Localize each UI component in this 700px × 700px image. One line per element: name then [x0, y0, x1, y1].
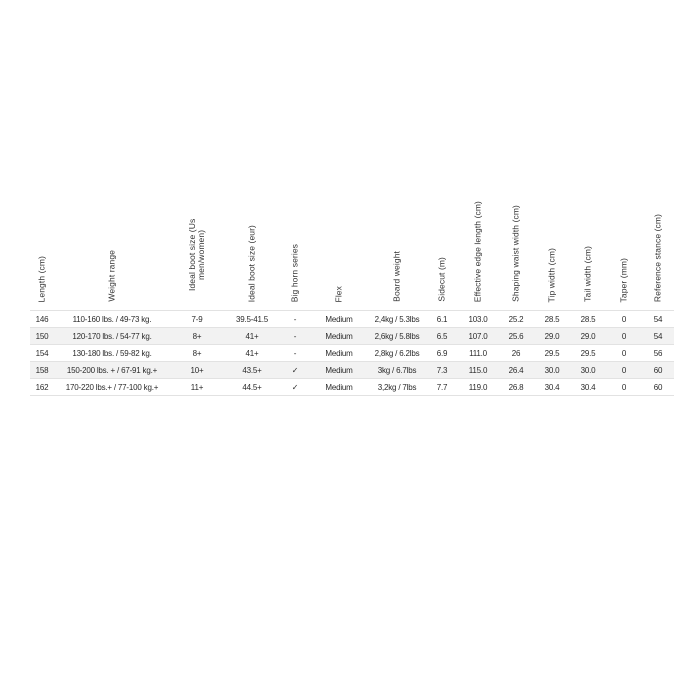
table-cell: -: [280, 345, 310, 362]
table-cell: 6.5: [426, 328, 458, 345]
table-row: [30, 311, 674, 328]
table-cell: Medium: [310, 345, 368, 362]
table-cell: 29.0: [534, 328, 570, 345]
table-cell: 25.6: [498, 328, 534, 345]
table-cell: 41+: [224, 328, 280, 345]
table-cell: 7.3: [426, 362, 458, 379]
table-cell: Medium: [310, 379, 368, 396]
table-cell: 54: [642, 311, 674, 328]
table-cell: 60: [642, 362, 674, 379]
table-cell: 162: [30, 379, 54, 396]
table-cell: 2,6kg / 5.8lbs: [368, 328, 426, 345]
table-cell: ✓: [280, 362, 310, 379]
column-header-label: Big horn series: [289, 243, 300, 302]
table-cell: 170-220 lbs.+ / 77-100 kg.+: [54, 379, 170, 396]
spec-table-header: [30, 180, 674, 311]
column-header: [30, 180, 54, 311]
table-cell: 120-170 lbs. / 54-77 kg.: [54, 328, 170, 345]
column-header: [458, 180, 498, 311]
table-cell: 0: [606, 379, 642, 396]
column-header-label: Shaping waist width (cm): [510, 205, 521, 302]
column-header: [170, 180, 224, 311]
spec-table: [30, 180, 674, 396]
table-cell: 154: [30, 345, 54, 362]
table-cell: 30.4: [570, 379, 606, 396]
table-cell: 10+: [170, 362, 224, 379]
table-cell: 146: [30, 311, 54, 328]
table-cell: 158: [30, 362, 54, 379]
table-cell: 25.2: [498, 311, 534, 328]
table-cell: 7-9: [170, 311, 224, 328]
table-cell: 8+: [170, 328, 224, 345]
table-cell: 30.4: [534, 379, 570, 396]
table-cell: 150-200 lbs. + / 67-91 kg.+: [54, 362, 170, 379]
table-cell: 3,2kg / 7lbs: [368, 379, 426, 396]
table-cell: 7.7: [426, 379, 458, 396]
column-header-label: Sidecut (m): [436, 257, 447, 302]
table-cell: 30.0: [534, 362, 570, 379]
table-cell: 41+: [224, 345, 280, 362]
table-cell: 39.5-41.5: [224, 311, 280, 328]
table-cell: 6.1: [426, 311, 458, 328]
table-cell: 29.5: [534, 345, 570, 362]
table-cell: 103.0: [458, 311, 498, 328]
table-cell: 8+: [170, 345, 224, 362]
column-header-label: Taper (mm): [618, 257, 629, 302]
column-header-label: Flex: [333, 285, 344, 302]
table-cell: 28.5: [534, 311, 570, 328]
column-header-label: Ideal boot size (Us men/women): [187, 218, 206, 291]
column-header: [606, 180, 642, 311]
table-row: [30, 362, 674, 379]
table-cell: 2,8kg / 6.2lbs: [368, 345, 426, 362]
column-header: [498, 180, 534, 311]
table-cell: 0: [606, 345, 642, 362]
table-cell: Medium: [310, 311, 368, 328]
table-cell: 107.0: [458, 328, 498, 345]
table-cell: 60: [642, 379, 674, 396]
column-header: [54, 180, 170, 311]
table-cell: -: [280, 328, 310, 345]
table-cell: -: [280, 311, 310, 328]
table-cell: 44.5+: [224, 379, 280, 396]
column-header: [280, 180, 310, 311]
table-row: [30, 345, 674, 362]
table-cell: 6.9: [426, 345, 458, 362]
table-cell: 11+: [170, 379, 224, 396]
column-header-label: Tip width (cm): [546, 247, 557, 302]
table-cell: 119.0: [458, 379, 498, 396]
column-header: [224, 180, 280, 311]
column-header-label: Board weight: [391, 251, 402, 302]
column-header: [642, 180, 674, 311]
column-header-label: Weight range: [106, 250, 117, 302]
table-cell: 0: [606, 328, 642, 345]
header-row: [30, 180, 674, 311]
table-row: [30, 379, 674, 396]
table-cell: 110-160 lbs. / 49-73 kg.: [54, 311, 170, 328]
table-cell: 30.0: [570, 362, 606, 379]
table-cell: 3kg / 6.7lbs: [368, 362, 426, 379]
column-header-label: Length (cm): [36, 255, 47, 302]
table-cell: 150: [30, 328, 54, 345]
column-header-label: Effective edge length (cm): [472, 200, 483, 302]
table-cell: 2,4kg / 5.3lbs: [368, 311, 426, 328]
table-cell: ✓: [280, 379, 310, 396]
column-header: [426, 180, 458, 311]
column-header-label: Tail width (cm): [582, 246, 593, 302]
spec-table-body: [30, 311, 674, 396]
table-cell: 56: [642, 345, 674, 362]
column-header: [534, 180, 570, 311]
table-cell: Medium: [310, 328, 368, 345]
table-cell: 43.5+: [224, 362, 280, 379]
column-header: [368, 180, 426, 311]
table-cell: 26: [498, 345, 534, 362]
table-row: [30, 328, 674, 345]
table-cell: 29.0: [570, 328, 606, 345]
column-header: [570, 180, 606, 311]
table-cell: 29.5: [570, 345, 606, 362]
table-cell: 130-180 lbs. / 59-82 kg.: [54, 345, 170, 362]
table-cell: 0: [606, 362, 642, 379]
column-header-label: Reference stance (cm): [652, 213, 663, 302]
table-cell: 28.5: [570, 311, 606, 328]
column-header: [310, 180, 368, 311]
table-cell: 111.0: [458, 345, 498, 362]
table-cell: 26.8: [498, 379, 534, 396]
table-cell: 54: [642, 328, 674, 345]
table-cell: Medium: [310, 362, 368, 379]
table-cell: 26.4: [498, 362, 534, 379]
table-cell: 0: [606, 311, 642, 328]
table-cell: 115.0: [458, 362, 498, 379]
column-header-label: Ideal boot size (eur): [246, 224, 257, 302]
